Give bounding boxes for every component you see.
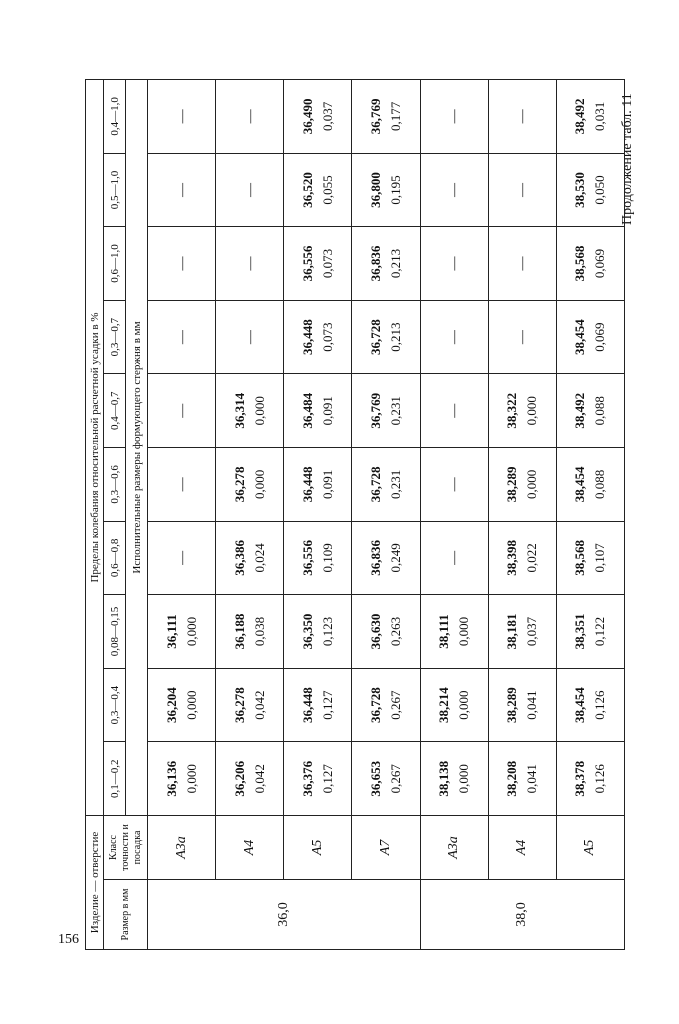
data-cell — [284, 153, 352, 227]
tolerance-value: 0,037 — [319, 101, 335, 131]
empty-dash: — — [242, 182, 258, 197]
empty-dash: — — [174, 550, 190, 565]
data-cell — [284, 374, 352, 448]
class-label: A5 — [582, 839, 598, 856]
tolerance-value: 0,000 — [183, 690, 199, 720]
data-cell — [352, 300, 420, 374]
tolerance-value: 0,195 — [387, 175, 403, 205]
core-size-value: 36,448 — [299, 687, 315, 723]
size-cell — [148, 880, 421, 950]
core-size-value: 38,530 — [572, 172, 588, 208]
data-cell — [556, 521, 624, 595]
data-cell — [216, 448, 284, 522]
data-cell — [556, 80, 624, 154]
data-cell — [216, 521, 284, 595]
data-cell — [420, 668, 488, 742]
header-range: 0,3—0,6 — [104, 448, 126, 522]
data-cell — [556, 374, 624, 448]
tolerance-value: 0,041 — [524, 690, 540, 720]
tolerance-value: 0,231 — [387, 396, 403, 426]
tolerance-value: 0,024 — [251, 543, 267, 573]
data-cell — [352, 448, 420, 522]
core-size-value: 38,214 — [436, 687, 452, 723]
core-size-value: 36,769 — [367, 98, 383, 135]
continued-caption: Продолжение табл. 11 — [620, 93, 635, 225]
core-size-value: 36,350 — [299, 613, 315, 650]
data-cell — [420, 80, 488, 154]
core-size-value: 36,188 — [231, 613, 247, 650]
core-size-value: 36,520 — [299, 172, 315, 208]
tolerance-value: 0,127 — [319, 690, 335, 720]
tolerance-value: 0,249 — [387, 543, 403, 573]
core-size-value: 38,322 — [504, 392, 520, 429]
data-cell — [148, 521, 216, 595]
header-range: 0,4—1,0 — [104, 80, 126, 154]
core-size-value: 38,111 — [436, 614, 452, 649]
header-range: 0,08—0,15 — [104, 595, 126, 669]
table-row — [488, 80, 556, 950]
data-cell — [488, 448, 556, 522]
header-range: 0,6—0,8 — [104, 521, 126, 595]
table-body — [148, 80, 625, 950]
core-size-value: 36,376 — [299, 760, 315, 797]
tolerance-value: 0,073 — [319, 248, 335, 279]
tolerance-value: 0,107 — [592, 543, 608, 573]
data-cell — [556, 742, 624, 816]
data-cell — [284, 80, 352, 154]
data-cell — [284, 227, 352, 301]
header-size: Размер в мм — [104, 880, 148, 950]
empty-dash: — — [242, 109, 258, 124]
data-cell — [352, 742, 420, 816]
core-size-value: 36,204 — [163, 687, 179, 723]
header-class: Класс точности и посадка — [104, 816, 148, 880]
tolerance-value: 0,091 — [319, 469, 335, 499]
core-size-value: 36,386 — [231, 540, 247, 576]
empty-dash: — — [174, 403, 190, 418]
data-cell — [148, 742, 216, 816]
core-size-value: 38,289 — [504, 466, 520, 503]
header-range: 0,3—0,7 — [104, 300, 126, 374]
core-size-value: 38,492 — [572, 392, 588, 429]
core-size-value: 36,728 — [367, 466, 383, 503]
core-size-value: 36,111 — [163, 614, 179, 649]
size-cell — [420, 880, 624, 950]
core-size-value: 36,653 — [367, 760, 383, 797]
data-cell — [352, 668, 420, 742]
tolerance-value: 0,177 — [387, 101, 403, 131]
header-product: Изделие — отверстие — [86, 816, 104, 950]
class-cell — [284, 816, 352, 880]
core-size-value: 38,568 — [572, 540, 588, 576]
core-size-value: 38,138 — [436, 760, 452, 797]
page-number: 156 — [58, 932, 79, 947]
core-size-value: 38,351 — [572, 613, 588, 650]
core-size-value: 36,630 — [367, 613, 383, 650]
class-label: A4 — [514, 839, 530, 856]
data-cell — [488, 668, 556, 742]
empty-dash: — — [242, 330, 258, 345]
tolerance-value: 0,069 — [592, 248, 608, 279]
core-size-value: 36,206 — [231, 760, 247, 797]
data-cell — [488, 300, 556, 374]
table-row — [284, 80, 352, 950]
core-size-value: 38,454 — [572, 466, 588, 503]
core-size-value: 38,454 — [572, 319, 588, 356]
header-range: 0,5—1,0 — [104, 153, 126, 227]
header-range: 0,3—0,4 — [104, 668, 126, 742]
data-cell — [148, 153, 216, 227]
rotated-table-wrapper — [85, 80, 625, 950]
core-size-value: 38,568 — [572, 245, 588, 282]
core-size-value: 36,728 — [367, 319, 383, 356]
data-cell — [488, 521, 556, 595]
tolerance-value: 0,088 — [592, 396, 608, 426]
empty-dash: — — [515, 109, 531, 124]
empty-dash: — — [515, 256, 531, 271]
tolerance-value: 0,037 — [524, 616, 540, 647]
data-cell — [284, 448, 352, 522]
data-cell — [216, 300, 284, 374]
core-size-value: 38,181 — [504, 613, 520, 650]
empty-dash: — — [447, 477, 463, 492]
data-cell — [148, 80, 216, 154]
table-row — [148, 80, 216, 950]
core-size-value: 38,492 — [572, 98, 588, 135]
empty-dash: — — [174, 109, 190, 124]
tolerance-value: 0,000 — [183, 764, 199, 794]
empty-dash: — — [515, 330, 531, 345]
tolerance-value: 0,069 — [592, 322, 608, 352]
table-row — [556, 80, 624, 950]
data-cell — [420, 153, 488, 227]
data-cell — [556, 153, 624, 227]
tolerance-value: 0,042 — [251, 764, 267, 794]
header-shrinkage-limits: Пределы колебания относительной расчетной усадки в % — [86, 80, 104, 816]
tolerance-value: 0,000 — [524, 469, 540, 499]
empty-dash: — — [174, 477, 190, 492]
class-label: A3a — [173, 836, 189, 859]
tolerance-value: 0,000 — [456, 690, 472, 720]
tolerance-value: 0,213 — [387, 248, 403, 279]
class-cell — [420, 816, 488, 880]
tolerance-value: 0,000 — [183, 616, 199, 647]
core-size-value: 36,800 — [367, 172, 383, 208]
class-label: A7 — [377, 839, 393, 856]
empty-dash: — — [447, 550, 463, 565]
table-row — [420, 80, 488, 950]
tolerance-value: 0,038 — [251, 616, 267, 647]
tolerance-value: 0,000 — [456, 616, 472, 647]
core-size-value: 38,454 — [572, 687, 588, 723]
data-cell — [420, 595, 488, 669]
empty-dash: — — [447, 256, 463, 271]
data-cell — [284, 595, 352, 669]
data-cell — [556, 300, 624, 374]
data-cell — [216, 374, 284, 448]
class-cell — [352, 816, 420, 880]
data-cell — [216, 227, 284, 301]
tolerance-value: 0,073 — [319, 322, 335, 352]
tolerance-value: 0,091 — [319, 396, 335, 426]
core-size-value: 38,378 — [572, 760, 588, 797]
data-cell — [284, 300, 352, 374]
data-cell — [556, 668, 624, 742]
empty-dash: — — [447, 403, 463, 418]
tolerance-value: 0,050 — [592, 175, 608, 205]
tolerance-value: 0,127 — [319, 764, 335, 794]
tolerance-value: 0,231 — [387, 469, 403, 499]
data-cell — [284, 521, 352, 595]
data-cell — [216, 668, 284, 742]
class-label: A4 — [241, 839, 257, 856]
core-size-value: 36,278 — [231, 687, 247, 723]
data-cell — [420, 742, 488, 816]
data-cell — [352, 80, 420, 154]
data-cell — [284, 668, 352, 742]
class-cell — [148, 816, 216, 880]
tolerance-value: 0,126 — [592, 690, 608, 720]
core-size-value: 36,484 — [299, 392, 315, 429]
tolerance-value: 0,088 — [592, 469, 608, 499]
tolerance-value: 0,122 — [592, 616, 608, 647]
empty-dash: — — [174, 330, 190, 345]
data-cell — [352, 374, 420, 448]
core-size-value: 38,208 — [504, 760, 520, 797]
core-size-value: 36,836 — [367, 540, 383, 576]
tolerance-value: 0,263 — [387, 616, 403, 647]
empty-dash: — — [447, 182, 463, 197]
table-row — [352, 80, 420, 950]
class-cell — [556, 816, 624, 880]
data-cell — [488, 80, 556, 154]
data-cell — [216, 595, 284, 669]
data-cell — [284, 742, 352, 816]
core-size-value: 36,556 — [299, 540, 315, 576]
tolerance-value: 0,042 — [251, 690, 267, 720]
tolerance-value: 0,126 — [592, 764, 608, 794]
data-cell — [148, 448, 216, 522]
data-cell — [148, 300, 216, 374]
core-size-value: 36,448 — [299, 319, 315, 356]
data-cell — [488, 153, 556, 227]
tolerance-value: 0,267 — [387, 690, 403, 720]
empty-dash: — — [174, 256, 190, 271]
class-label: A5 — [309, 839, 325, 856]
data-table — [85, 79, 625, 950]
data-cell — [352, 227, 420, 301]
data-cell — [420, 521, 488, 595]
core-size-value: 36,490 — [299, 98, 315, 135]
tolerance-value: 0,041 — [524, 764, 540, 794]
empty-dash: — — [447, 330, 463, 345]
empty-dash: — — [242, 256, 258, 271]
core-size-value: 36,278 — [231, 466, 247, 503]
core-size-value: 36,556 — [299, 245, 315, 282]
tolerance-value: 0,267 — [387, 764, 403, 794]
core-size-value: 36,136 — [163, 760, 179, 797]
data-cell — [148, 227, 216, 301]
tolerance-value: 0,000 — [456, 764, 472, 794]
data-cell — [216, 153, 284, 227]
data-cell — [352, 521, 420, 595]
data-cell — [352, 595, 420, 669]
class-label: A3a — [446, 836, 462, 859]
empty-dash: — — [447, 109, 463, 124]
data-cell — [420, 374, 488, 448]
tolerance-value: 0,055 — [319, 175, 335, 205]
tolerance-value: 0,213 — [387, 322, 403, 352]
data-cell — [488, 374, 556, 448]
data-cell — [148, 374, 216, 448]
size-value: 36,0 — [275, 902, 291, 927]
empty-dash: — — [515, 182, 531, 197]
tolerance-value: 0,123 — [319, 616, 335, 647]
core-size-value: 36,314 — [231, 392, 247, 429]
data-cell — [488, 595, 556, 669]
header-range: 0,1—0,2 — [104, 742, 126, 816]
core-size-value: 38,398 — [504, 540, 520, 576]
core-size-value: 36,448 — [299, 466, 315, 503]
class-cell — [488, 816, 556, 880]
tolerance-value: 0,109 — [319, 543, 335, 573]
data-cell — [216, 80, 284, 154]
tolerance-value: 0,031 — [592, 101, 608, 131]
header-range: 0,6—1,0 — [104, 227, 126, 301]
tolerance-value: 0,022 — [524, 543, 540, 573]
data-cell — [420, 300, 488, 374]
data-cell — [556, 227, 624, 301]
empty-dash: — — [174, 182, 190, 197]
data-cell — [556, 448, 624, 522]
data-cell — [420, 227, 488, 301]
data-cell — [148, 595, 216, 669]
tolerance-value: 0,000 — [524, 396, 540, 426]
core-size-value: 36,836 — [367, 245, 383, 282]
core-size-value: 36,728 — [367, 687, 383, 723]
core-size-value: 38,289 — [504, 687, 520, 723]
tolerance-value: 0,000 — [251, 469, 267, 499]
data-cell — [352, 153, 420, 227]
data-cell — [420, 448, 488, 522]
data-cell — [488, 227, 556, 301]
header-core-dims: Исполнительные размеры формующего стержня в мм — [126, 80, 148, 816]
table-row — [216, 80, 284, 950]
data-cell — [216, 742, 284, 816]
tolerance-value: 0,000 — [251, 396, 267, 426]
header-range: 0,4—0,7 — [104, 374, 126, 448]
data-cell — [148, 668, 216, 742]
data-cell — [556, 595, 624, 669]
size-value: 38,0 — [514, 902, 530, 927]
data-cell — [488, 742, 556, 816]
class-cell — [216, 816, 284, 880]
core-size-value: 36,769 — [367, 392, 383, 429]
